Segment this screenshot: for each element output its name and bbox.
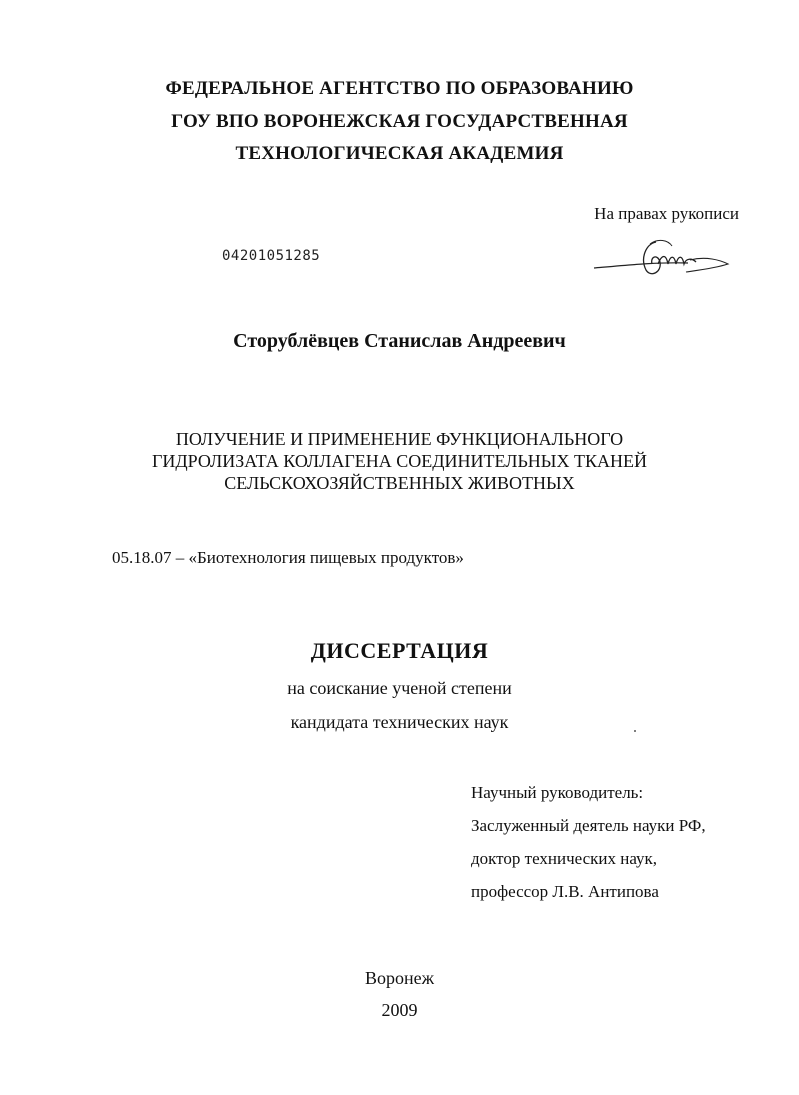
title-line-1: ПОЛУЧЕНИЕ И ПРИМЕНЕНИЕ ФУНКЦИОНАЛЬНОГО xyxy=(175,429,624,449)
dissertation-title xyxy=(0,428,799,494)
signature-image xyxy=(588,232,738,284)
supervisor-block xyxy=(471,776,706,908)
author-name: Сторублёвцев Станислав Андреевич xyxy=(233,330,566,352)
degree-line-2: кандидата технических наук xyxy=(290,712,509,732)
supervisor-degree-line: доктор технических наук, xyxy=(471,849,658,868)
supervisor-label: Научный руководитель: xyxy=(471,783,644,802)
organization-line-2: ГОУ ВПО ВОРОНЕЖСКАЯ ГОСУДАРСТВЕННАЯ xyxy=(171,111,628,132)
degree-line-1: на соискание ученой степени xyxy=(287,678,512,698)
scan-speck xyxy=(634,730,636,732)
manuscript-rights-note: На правах рукописи xyxy=(594,204,739,223)
title-line-2: ГИДРОЛИЗАТА КОЛЛАГЕНА СОЕДИНИТЕЛЬНЫХ ТКАНЕЙ xyxy=(152,451,647,471)
footer-city: Воронеж xyxy=(364,968,435,988)
supervisor-name-line: профессор Л.В. Антипова xyxy=(471,882,659,901)
title-line-3: СЕЛЬСКОХОЗЯЙСТВЕННЫХ ЖИВОТНЫХ xyxy=(224,473,575,493)
organization-line-3: ТЕХНОЛОГИЧЕСКАЯ АКАДЕМИЯ xyxy=(235,143,564,164)
footer-year: 2009 xyxy=(381,1000,418,1020)
document-code: 04201051285 xyxy=(222,248,321,264)
specialty-code: 05.18.07 – «Биотехнология пищевых продуктов» xyxy=(112,548,464,567)
organization-line-1: ФЕДЕРАЛЬНОЕ АГЕНТСТВО ПО ОБРАЗОВАНИЮ xyxy=(165,78,634,99)
document-type: ДИССЕРТАЦИЯ xyxy=(310,638,489,663)
supervisor-title-line: Заслуженный деятель науки РФ, xyxy=(471,816,706,835)
